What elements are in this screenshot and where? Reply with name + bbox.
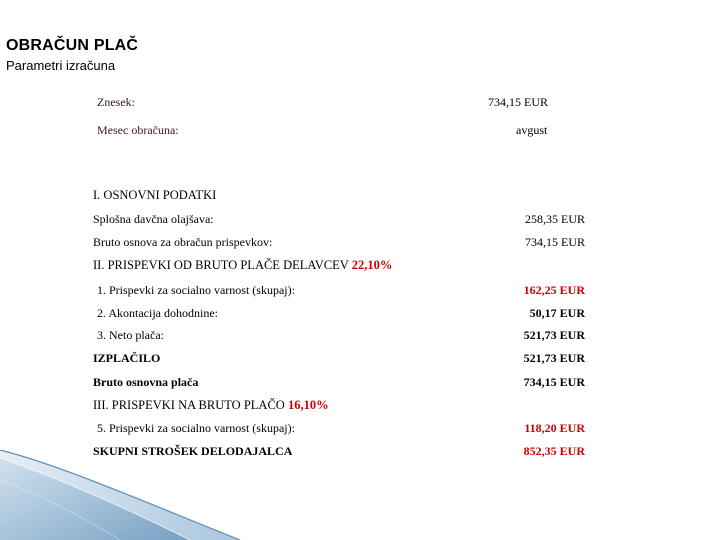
gross-base-label: Bruto osnova za obračun prispevkov: [93,235,273,249]
amount-label: Znesek: [97,95,135,109]
total-cost-value: 852,35 EUR [523,444,585,458]
gross-pay-label: Bruto osnovna plača [93,375,199,389]
net-pay-value: 521,73 EUR [523,328,585,342]
payout-value: 521,73 EUR [523,351,585,365]
section-3-title-text: III. PRISPEVKI NA BRUTO PLAČO [93,398,285,412]
section-1-title: I. OSNOVNI PODATKI [93,188,217,202]
payout-label: IZPLAČILO [93,351,161,365]
contrib-1-label: 1. Prispevki za socialno varnost (skupaj): [97,283,295,297]
month-value: avgust [516,123,548,137]
section-2-title [93,258,392,273]
page-subtitle: Parametri izračuna [6,58,116,73]
decorative-wave [0,450,260,540]
contrib-5-value: 118,20 EUR [524,421,585,435]
section-3-rate: 16,10% [287,398,329,412]
net-pay-label: 3. Neto plača: [97,328,164,342]
total-cost-label: SKUPNI STROŠEK DELODAJALCA [93,444,293,458]
month-label: Mesec obračuna: [97,123,179,137]
tax-relief-value: 258,35 EUR [525,212,585,226]
page-title: OBRAČUN PLAČ [6,37,139,54]
gross-pay-value: 734,15 EUR [523,375,585,389]
gross-base-value: 734,15 EUR [525,235,585,249]
contrib-1-value: 162,25 EUR [523,283,585,297]
tax-advance-label: 2. Akontacija dohodnine: [97,306,218,320]
section-3-title [93,398,329,413]
contrib-5-label: 5. Prispevki za socialno varnost (skupaj): [97,421,295,435]
section-2-rate: 22,10% [351,258,393,272]
amount-value: 734,15 EUR [488,95,548,109]
tax-relief-label: Splošna davčna olajšava: [93,212,214,226]
tax-advance-value: 50,17 EUR [529,306,585,320]
section-2-title-text: II. PRISPEVKI OD BRUTO PLAČE DELAVCEV [93,258,349,272]
